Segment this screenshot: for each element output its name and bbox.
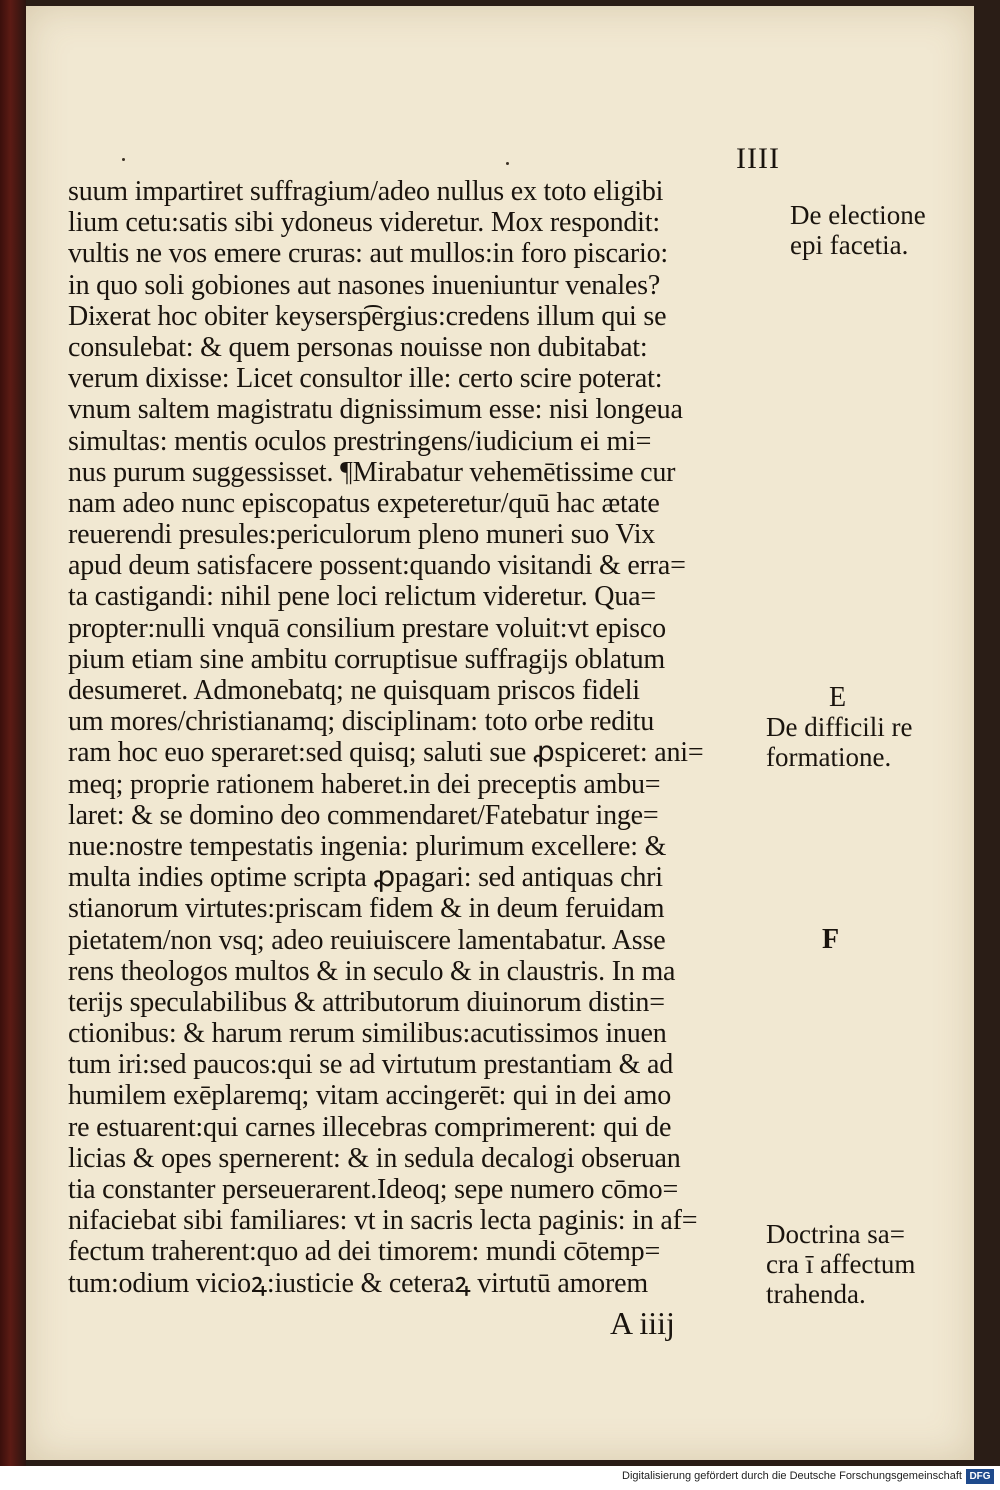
- text-line: stianorum virtutes:priscam fidem & in deum feruidam: [68, 893, 665, 925]
- text-line: terijs speculabilibus & attributorum diuinorum distin=: [68, 986, 665, 1018]
- book-spine: [0, 0, 26, 1466]
- text-line: desumeret. Admonebatq; ne quisquam priscos fideli: [68, 675, 640, 706]
- text-line: nus purum suggessisset. ¶Mirabatur vehemētissime cur: [68, 456, 676, 488]
- text-line: ta castigandi: nihil pene loci relictum videretur. Qua=: [68, 581, 656, 613]
- text-line: Dixerat hoc obiter keysersp͡ergius:credens illum qui se: [68, 300, 667, 332]
- main-text-block: [68, 176, 768, 1299]
- text-line: humilem exēplaremq; vitam accingerēt: qui in dei amo: [68, 1080, 672, 1112]
- text-line: pium etiam sine ambitu corruptisue suffragijs oblatum: [68, 643, 665, 675]
- text-line: vultis ne vos emere cruras: aut mullos:in foro piscario:: [68, 238, 668, 270]
- text-line: apud deum satisfacere possent:quando visitandi & erra=: [68, 550, 686, 582]
- dfg-logo-icon: DFG: [966, 1469, 994, 1484]
- margin-letter-f: F: [822, 924, 840, 955]
- text-line: tia constanter perseuerarent.Ideoq; sepe numero cōmo=: [68, 1174, 679, 1205]
- text-line: vnum saltem magistratu dignissimum esse: nisi longeua: [68, 394, 683, 426]
- text-line: in quo soli gobiones aut nasones inueniuntur venales?: [68, 269, 661, 301]
- folio-number: IIII: [736, 142, 780, 175]
- ink-speck: [122, 158, 125, 161]
- footer-bar: [0, 1466, 1000, 1490]
- text-line: consulebat: & quem personas nouisse non dubitabat:: [68, 331, 648, 363]
- text-line: propter:nulli vnquā consilium prestare voluit:vt episco: [68, 612, 666, 644]
- text-line: ram hoc euo speraret:sed quisq; saluti sue ꝓspiceret: ani=: [68, 737, 704, 769]
- ink-speck: [506, 162, 509, 165]
- text-line: rens theologos multos & in seculo & in claustris. In ma: [68, 955, 676, 987]
- signature-mark: A iiij: [610, 1305, 675, 1341]
- text-line: meq; proprie rationem haberet.in dei preceptis ambu=: [68, 768, 661, 800]
- text-line: nifaciebat sibi familiares: vt in sacris lecta paginis: in af=: [68, 1205, 698, 1237]
- margin-letter-e: E: [829, 682, 847, 713]
- text-line: reuerendi presules:periculorum pleno muneri suo Vix: [68, 519, 656, 551]
- text-line: suum impartiret suffragium/adeo nullus ex toto eligibi: [68, 176, 664, 207]
- text-line: multa indies optime scripta ꝓpagari: sed antiquas chri: [68, 862, 663, 894]
- text-line: tum iri:sed paucos:qui se ad virtutum prestantiam & ad: [68, 1049, 674, 1081]
- text-line: laret: & se domino deo commendaret/Fatebatur inge=: [68, 799, 659, 831]
- text-line: re estuarent:qui carnes illecebras comprimerent: qui de: [68, 1111, 672, 1143]
- margin-note-election: De electione epi facetia.: [790, 200, 926, 260]
- text-line: verum dixisse: Licet consultor ille: certo scire poterat:: [68, 363, 663, 395]
- margin-note-reformation: De difficili re formatione.: [766, 712, 913, 772]
- text-line: pietatem/non vsq; adeo reuiuiscere lamentabatur. Asse: [68, 924, 666, 956]
- text-line: licias & opes spernerent: & in sedula decalogi obseruan: [68, 1142, 681, 1174]
- text-line: lium cetu:satis sibi ydoneus videretur. Mox respondit:: [68, 207, 660, 239]
- text-line: fectum traherent:quo ad dei timorem: mundi cōtemp=: [68, 1236, 661, 1268]
- text-line: um mores/christianamq; disciplinam: toto orbe reditu: [68, 706, 655, 738]
- text-line: nue:nostre tempestatis ingenia: plurimum excellere: &: [68, 830, 667, 862]
- text-line: ctionibus: & harum rerum similibus:acutissimos inuen: [68, 1018, 667, 1050]
- margin-note-doctrine: Doctrina sa= cra ī affectum trahenda.: [766, 1219, 916, 1309]
- text-line: tum:odium vicioꝝ:iusticie & ceteraꝝ virtutū amorem: [68, 1267, 648, 1299]
- text-line: simultas: mentis oculos prestringens/iudicium ei mi=: [68, 425, 652, 457]
- funding-credit: Digitalisierung gefördert durch die Deutsche Forschungsgemeinschaft: [622, 1470, 962, 1482]
- text-line: nam adeo nunc episcopatus expeteretur/quū hac ætate: [68, 487, 660, 519]
